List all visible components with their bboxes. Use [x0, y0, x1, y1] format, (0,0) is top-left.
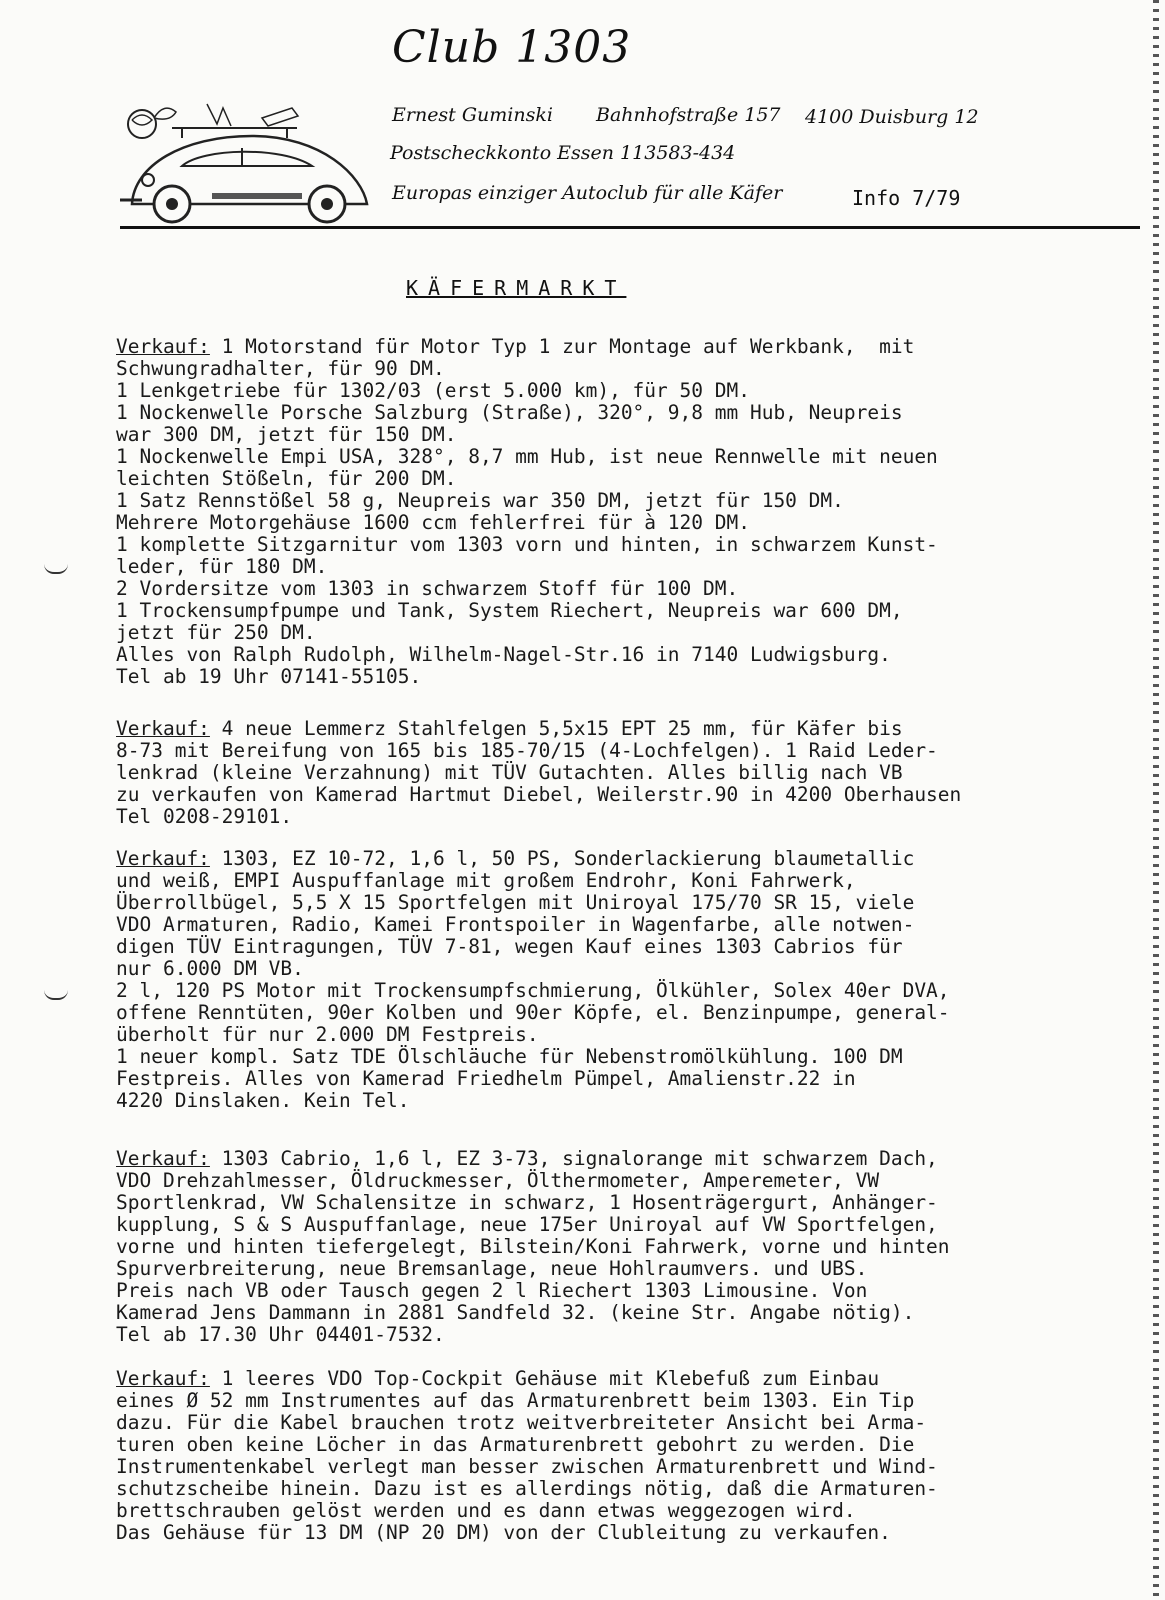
entry-line: 2 l, 120 PS Motor mit Trockensumpfschmierung, Ölkühler, Solex 40er DVA,: [116, 979, 950, 1002]
entry-line: Tel ab 19 Uhr 07141-55105.: [116, 665, 422, 688]
entry-line: schutzscheibe hinein. Dazu ist es allerdings nötig, daß die Armaturen-: [116, 1477, 938, 1500]
page-edge-marks: [1153, 0, 1159, 1600]
club-title: Club 1303: [392, 22, 632, 73]
entry-line: lenkrad (kleine Verzahnung) mit TÜV Gutachten. Alles billig nach VB: [116, 761, 903, 784]
entry-line: zu verkaufen von Kamerad Hartmut Diebel, Weilerstr.90 in 4200 Oberhausen: [116, 783, 962, 806]
entry-line: 1 Nockenwelle Porsche Salzburg (Straße), 320°, 9,8 mm Hub, Neupreis: [116, 401, 903, 424]
entry-line: offene Renntüten, 90er Kolben und 90er Köpfe, el. Benzinpumpe, general-: [116, 1001, 950, 1024]
entry-line: 1 Satz Rennstößel 58 g, Neupreis war 350 DM, jetzt für 150 DM.: [116, 489, 844, 512]
entry-line: VDO Drehzahlmesser, Öldruckmesser, Ölthermometer, Amperemeter, VW: [116, 1169, 880, 1192]
street-address: Bahnhofstraße 157: [596, 104, 781, 126]
verkauf-label: Verkauf:: [116, 1367, 210, 1390]
entry-line: Tel ab 17.30 Uhr 04401-7532.: [116, 1323, 445, 1346]
entry-line: und weiß, EMPI Auspuffanlage mit großem Endrohr, Koni Fahrwerk,: [116, 869, 856, 892]
entry-line: jetzt für 250 DM.: [116, 621, 316, 644]
entry-line: digen TÜV Eintragungen, TÜV 7-81, wegen Kauf eines 1303 Cabrios für: [116, 935, 903, 958]
entry-line: Preis nach VB oder Tausch gegen 2 l Riechert 1303 Limousine. Von: [116, 1279, 868, 1302]
entry-line: Das Gehäuse für 13 DM (NP 20 DM) von der Clubleitung zu verkaufen.: [116, 1521, 891, 1544]
entry-line: Verkauf: 1 Motorstand für Motor Typ 1 zur Montage auf Werkbank, mit: [116, 335, 915, 358]
verkauf-label: Verkauf:: [116, 335, 210, 358]
entry-line: 1 neuer kompl. Satz TDE Ölschläuche für Nebenstromölkühlung. 100 DM: [116, 1045, 903, 1068]
entry-line: Sportlenkrad, VW Schalensitze in schwarz, 1 Hosenträgergurt, Anhänger-: [116, 1191, 938, 1214]
entry-line: Verkauf: 1303 Cabrio, 1,6 l, EZ 3-73, signalorange mit schwarzem Dach,: [116, 1147, 938, 1170]
classified-entry: [116, 336, 1116, 688]
entry-line: Überrollbügel, 5,5 X 15 Sportfelgen mit Uniroyal 175/70 SR 15, viele: [116, 891, 915, 914]
entry-line: Kamerad Jens Dammann in 2881 Sandfeld 32. (keine Str. Angabe nötig).: [116, 1301, 915, 1324]
margin-mark: [44, 990, 68, 1000]
entry-line: Festpreis. Alles von Kamerad Friedhelm Pümpel, Amalienstr.22 in: [116, 1067, 856, 1090]
entry-line: nur 6.000 DM VB.: [116, 957, 304, 980]
entry-line: 8-73 mit Bereifung von 165 bis 185-70/15 (4-Lochfelgen). 1 Raid Leder-: [116, 739, 938, 762]
entry-line: eines Ø 52 mm Instrumentes auf das Armaturenbrett beim 1303. Ein Tip: [116, 1389, 915, 1412]
entry-line: 1 komplette Sitzgarnitur vom 1303 vorn und hinten, in schwarzem Kunst-: [116, 533, 938, 556]
info-issue: Info 7/79: [852, 186, 961, 210]
entry-line: turen oben keine Löcher in das Armaturenbrett gebohrt zu werden. Die: [116, 1433, 915, 1456]
verkauf-label: Verkauf:: [116, 847, 210, 870]
entry-line: leichten Stößeln, für 200 DM.: [116, 467, 457, 490]
entry-line: 1 Lenkgetriebe für 1302/03 (erst 5.000 km), für 50 DM.: [116, 379, 750, 402]
entry-line: leder, für 180 DM.: [116, 555, 328, 578]
entry-line: vorne und hinten tiefergelegt, Bilstein/Koni Fahrwerk, vorne und hinten: [116, 1235, 950, 1258]
entry-line: Spurverbreiterung, neue Bremsanlage, neue Hohlraumvers. und UBS.: [116, 1257, 868, 1280]
entry-line: Verkauf: 1303, EZ 10-72, 1,6 l, 50 PS, Sonderlackierung blaumetallic: [116, 847, 915, 870]
club-slogan: Europas einziger Autoclub für alle Käfer: [392, 182, 783, 204]
entry-line: kupplung, S & S Auspuffanlage, neue 175er Uniroyal auf VW Sportfelgen,: [116, 1213, 938, 1236]
verkauf-label: Verkauf:: [116, 1147, 210, 1170]
entry-line: brettschrauben gelöst werden und es dann etwas weggezogen wird.: [116, 1499, 856, 1522]
entry-line: 1 Nockenwelle Empi USA, 328°, 8,7 mm Hub, ist neue Rennwelle mit neuen: [116, 445, 938, 468]
postal-account: Postscheckkonto Essen 113583-434: [390, 142, 736, 164]
vw-beetle-logo-icon: [112, 96, 382, 226]
entry-line: Verkauf: 1 leeres VDO Top-Cockpit Gehäuse mit Klebefuß zum Einbau: [116, 1367, 880, 1390]
entry-line: dazu. Für die Kabel brauchen trotz weitverbreiteter Ansicht bei Arma-: [116, 1411, 927, 1434]
entry-line: 1 Trockensumpfpumpe und Tank, System Riechert, Neupreis war 600 DM,: [116, 599, 903, 622]
verkauf-label: Verkauf:: [116, 717, 210, 740]
owner-name: Ernest Guminski: [392, 104, 553, 126]
classified-entry: [116, 1368, 1116, 1544]
classified-entry: [116, 718, 1116, 828]
city-address: 4100 Duisburg 12: [805, 106, 979, 128]
entry-line: war 300 DM, jetzt für 150 DM.: [116, 423, 457, 446]
entry-line: VDO Armaturen, Radio, Kamei Frontspoiler in Wagenfarbe, alle notwen-: [116, 913, 915, 936]
entry-line: Instrumentenkabel verlegt man besser zwischen Armaturenbrett und Wind-: [116, 1455, 938, 1478]
classified-entry: [116, 1148, 1116, 1346]
entry-line: Verkauf: 4 neue Lemmerz Stahlfelgen 5,5x15 EPT 25 mm, für Käfer bis: [116, 717, 903, 740]
margin-mark: [44, 564, 68, 574]
entry-line: Schwungradhalter, für 90 DM.: [116, 357, 445, 380]
header-divider: [120, 226, 1140, 229]
classified-entry: [116, 848, 1116, 1112]
entry-line: überholt für nur 2.000 DM Festpreis.: [116, 1023, 539, 1046]
section-title: KÄFERMARKT: [406, 276, 627, 300]
entry-line: Alles von Ralph Rudolph, Wilhelm-Nagel-Str.16 in 7140 Ludwigsburg.: [116, 643, 891, 666]
entry-line: 2 Vordersitze vom 1303 in schwarzem Stoff für 100 DM.: [116, 577, 739, 600]
entry-line: Tel 0208-29101.: [116, 805, 293, 828]
entry-line: 4220 Dinslaken. Kein Tel.: [116, 1089, 410, 1112]
entry-line: Mehrere Motorgehäuse 1600 ccm fehlerfrei für à 120 DM.: [116, 511, 750, 534]
